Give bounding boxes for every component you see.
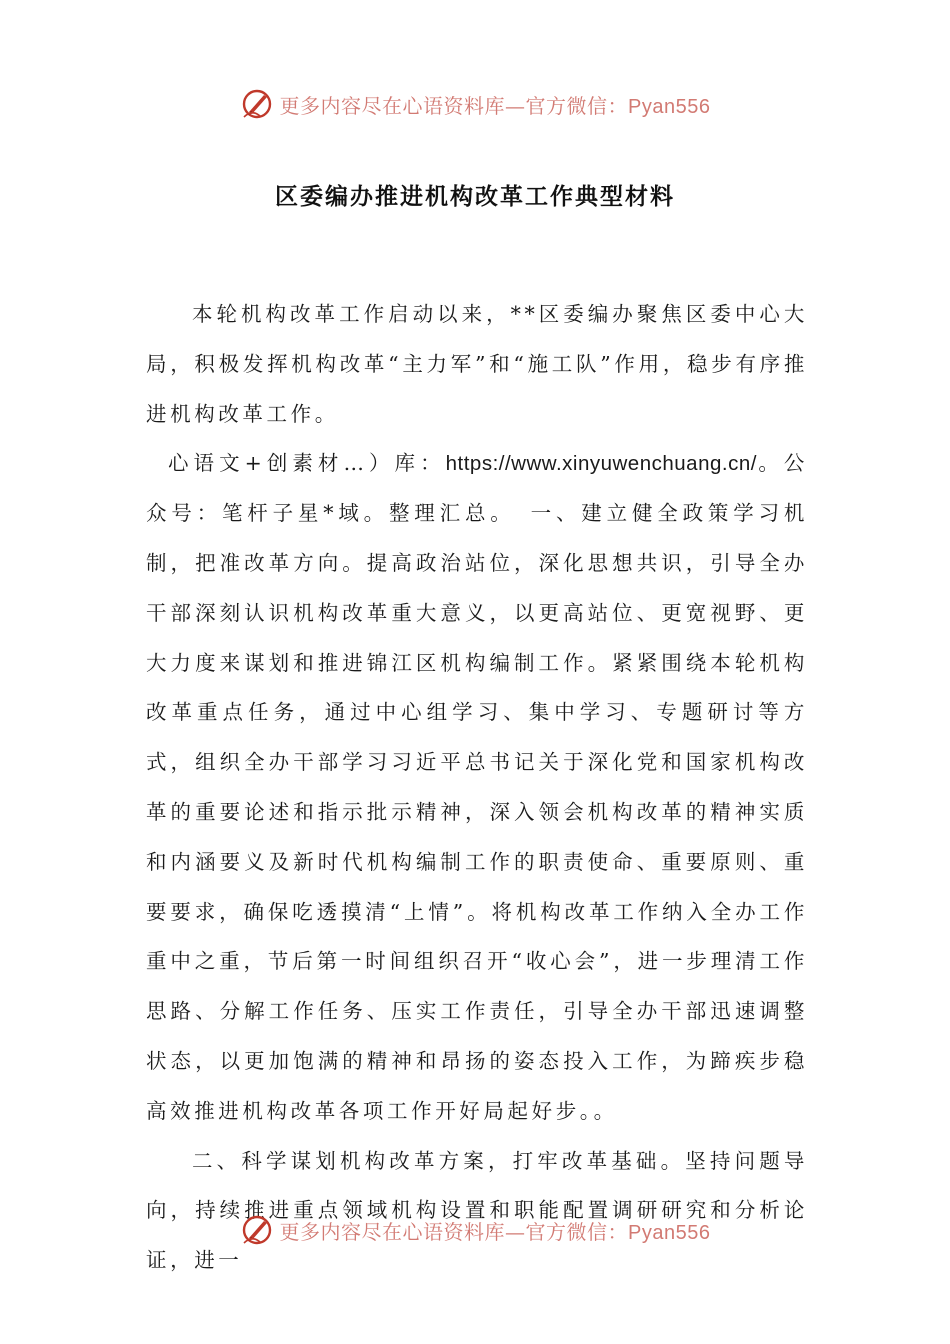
section-two-paragraph: 二、科学谋划机构改革方案，打牢改革基础。坚持问题导向，持续推进重点领域机构设置和职能配置调研研究和分析论证，进一 bbox=[146, 1148, 808, 1273]
pen-in-circle-logo-icon bbox=[240, 1213, 274, 1247]
pen-in-circle-logo-icon bbox=[240, 87, 274, 121]
header-banner bbox=[0, 84, 950, 124]
promo-label: 更多内容尽在心语资料库—官方微信： bbox=[279, 93, 629, 118]
source-url-link[interactable]: https://www.xinyuwenchuang.cn/ bbox=[445, 452, 757, 476]
promo-label: 更多内容尽在心语资料库—官方微信： bbox=[279, 1219, 629, 1244]
document-title: 区委编办推进机构改革工作典型材料 bbox=[275, 184, 675, 210]
document-body bbox=[146, 290, 808, 1286]
section-one-text: 。公众号：笔杆子星*域。整理汇总。 一、建立健全政策学习机制，把准改革方向。提高政治站位，深化思想共识，引导全办干部深刻认识机构改革重大意义，以更高站位、更宽视野、更大力度来谋划和推进锦江区机构编制工作。紧紧围绕本轮机构改革重点任务，通过中心组学习、集中学习、专题研讨等方式，组织全办干部学习习近平总书记关于深化党和国家机构改革的重要论述和指示批示精神，深入领会机构改革的精神实质和内涵要义及新时代机构编制工作的职责使命、重要原则、重要要求，确保吃透摸清“上情”。将机构改革工作纳入全办工作重中之重，节后第一时间组织召开“收心会”，进一步理清工作思路、分解工作任务、压实工作责任，引导全办干部迅速调整状态，以更加饱满的精神和昂扬的姿态投入工作，为蹄疾步稳高效推进机构改革各项工作开好局起好步。。 bbox=[146, 451, 809, 1123]
promo-text bbox=[280, 1216, 711, 1245]
footer-banner bbox=[0, 1210, 950, 1250]
source-prefix: 心语文+创素材…）库： bbox=[168, 451, 446, 476]
promo-text bbox=[280, 90, 711, 119]
wechat-id: Pyan556 bbox=[628, 1221, 711, 1244]
intro-paragraph: 本轮机构改革工作启动以来，**区委编办聚焦区委中心大局，积极发挥机构改革“主力军”和“施工队”作用，稳步有序推进机构改革工作。 bbox=[146, 302, 808, 426]
wechat-id: Pyan556 bbox=[628, 95, 711, 118]
section-one-paragraph bbox=[146, 439, 808, 1136]
